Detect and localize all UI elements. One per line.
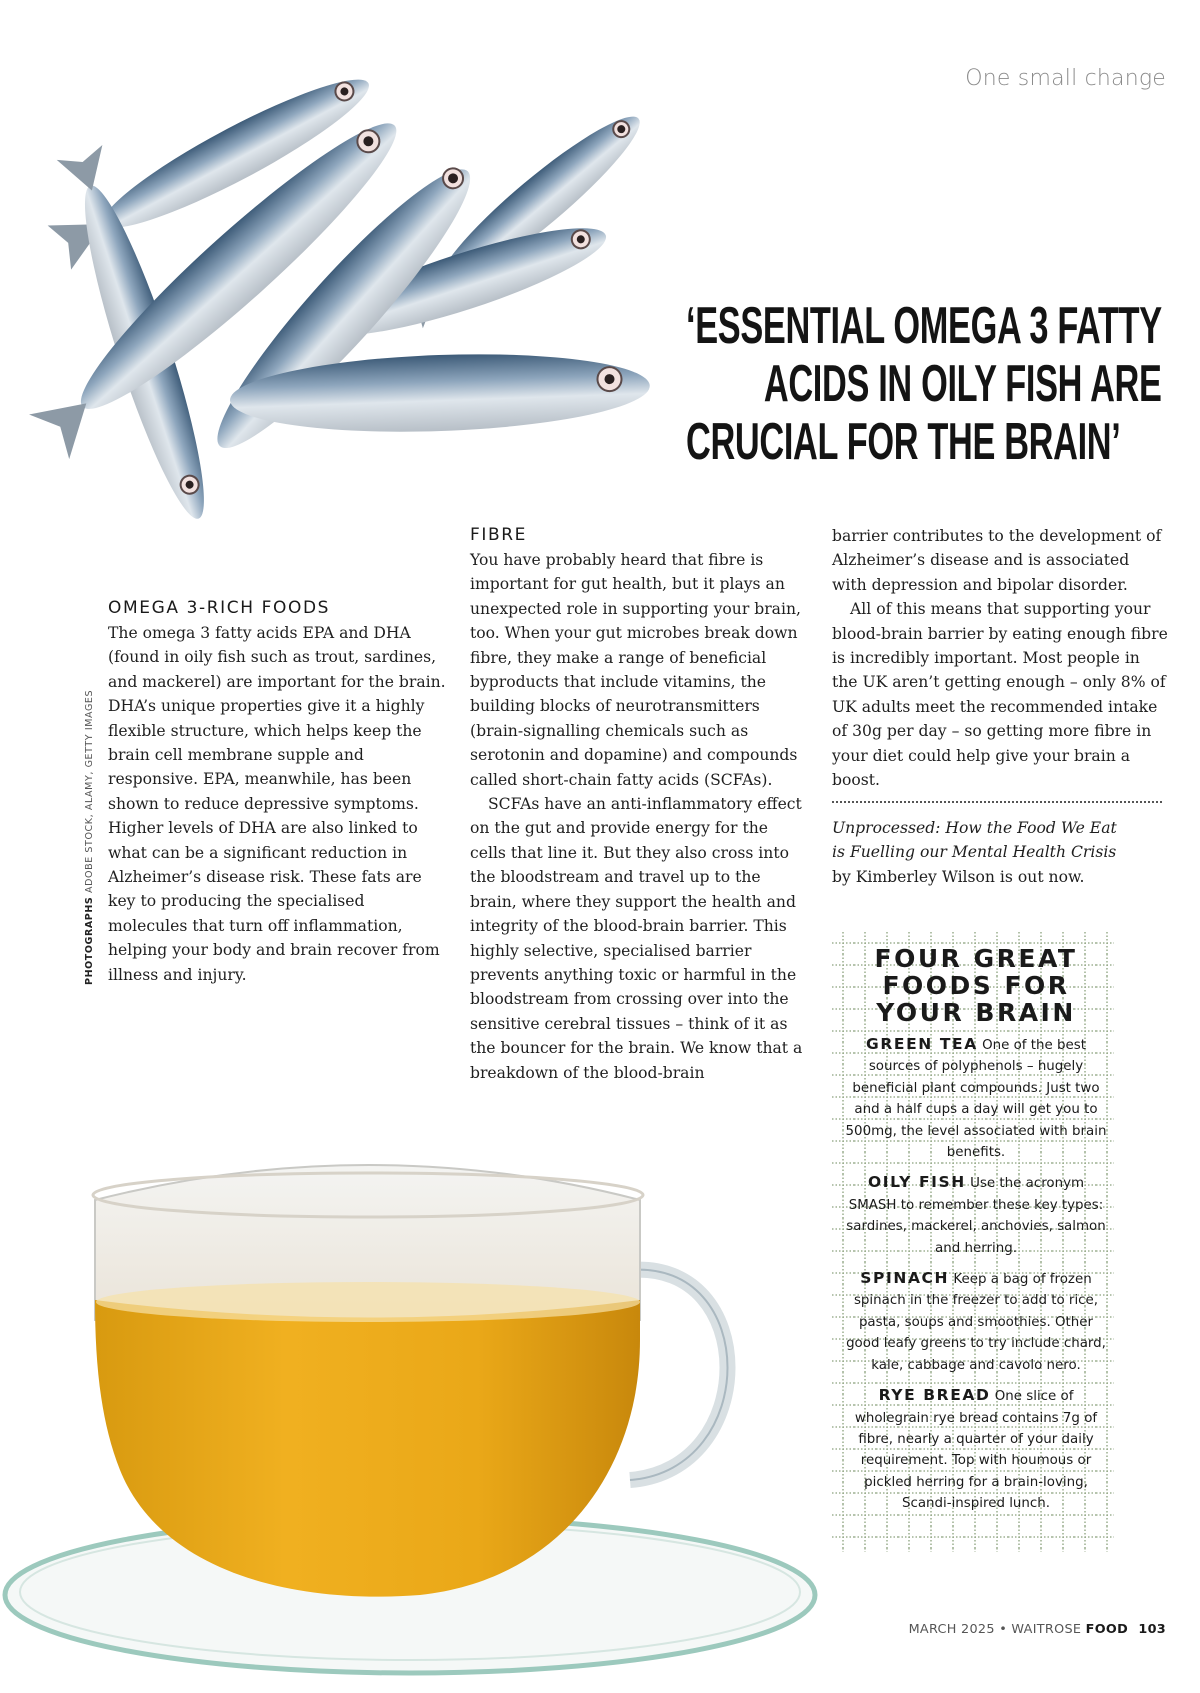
- box-title-line-2: FOODS FOR: [882, 971, 1070, 1000]
- food-name: RYE BREAD: [878, 1386, 991, 1405]
- food-name: GREEN TEA: [866, 1035, 978, 1053]
- box-title: [845, 945, 1107, 1026]
- four-foods-box: [845, 945, 1107, 1524]
- right-paragraph-1: barrier contributes to the development of Alzheimer’s disease and is associated with depression and bipolar disorder.: [832, 527, 1162, 594]
- pull-quote: [686, 297, 1162, 471]
- box-title-line-1: FOUR GREAT: [874, 944, 1078, 973]
- page-number: 103: [1138, 1622, 1166, 1637]
- food-name: SPINACH: [860, 1269, 950, 1288]
- book-note: [832, 816, 1168, 889]
- fibre-paragraph-1: You have probably heard that fibre is important for gut health, but it plays an unexpected role in supporting your brain, too. When your gut microbes break down fibre, they make a range of beneficial byproducts that include vitamins, the building blocks of neurotransmitters (brain-signalling chemicals such as serotonin and dopamine) and compounds called short-chain fatty acids (SCFAs).: [470, 551, 801, 789]
- issue-date: MARCH 2025: [908, 1622, 995, 1637]
- food-item-green-tea: [845, 1034, 1107, 1163]
- book-title-line-2: is Fuelling our Mental Health Crisis: [832, 843, 1117, 862]
- box-title-line-3: YOUR BRAIN: [876, 998, 1076, 1027]
- food-name: OILY FISH: [867, 1173, 966, 1192]
- dotted-divider: [832, 801, 1162, 803]
- food-item-rye-bread: [845, 1385, 1107, 1514]
- omega-heading: OMEGA 3-RICH FOODS: [108, 598, 331, 618]
- page-footer: [900, 1622, 1166, 1637]
- fibre-heading: FIBRE: [470, 525, 528, 545]
- food-item-spinach: [845, 1268, 1107, 1376]
- food-item-oily-fish: [845, 1172, 1107, 1259]
- omega-section: [108, 597, 448, 987]
- pull-quote-line-3: CRUCIAL FOR THE BRAIN’: [686, 413, 1121, 471]
- food-text: One slice of wholegrain rye bread contains 7g of fibre, nearly a quarter of your daily requirement. Top with houmous or pickled herring for a brain-loving, Scandi-inspired lunch.: [854, 1389, 1098, 1512]
- book-byline: by Kimberley Wilson is out now.: [832, 867, 1085, 886]
- fish-group: [26, 60, 654, 526]
- magazine-name: WAITROSE: [1011, 1622, 1082, 1637]
- photo-credit-label: PHOTOGRAPHS: [84, 896, 95, 985]
- running-head: One small change: [965, 66, 1166, 91]
- photo-credit: [84, 685, 95, 985]
- omega-paragraph: The omega 3 fatty acids EPA and DHA (found in oily fish such as trout, sardines, and mackerel) are important for the brain. DHA’s unique properties give it a highly flexible structure, which helps keep the brain cell membrane supple and responsive. EPA, meanwhile, has been shown to reduce depressive symptoms. Higher levels of DHA are also linked to what can be a significant reduction in Alzheimer’s disease risk. These fats are key to producing the specialised molecules that turn off inflammation, helping your body and brain recover from illness and injury.: [108, 624, 446, 984]
- food-text: Use the acronym SMASH to remember these key types: sardines, mackerel, anchovies, salmon and herring.: [846, 1176, 1106, 1256]
- fibre-section: [470, 524, 806, 1085]
- pull-quote-line-1: ‘ESSENTIAL OMEGA 3 FATTY: [686, 297, 1162, 355]
- right-column: [832, 524, 1168, 792]
- sardines-photo: [0, 40, 700, 560]
- green-tea-cup-photo: [0, 1140, 840, 1690]
- pull-quote-line-2: ACIDS IN OILY FISH ARE: [763, 355, 1162, 413]
- footer-separator: •: [999, 1622, 1008, 1637]
- magazine-brand: FOOD: [1085, 1622, 1128, 1637]
- photo-credit-sources: ADOBE STOCK, ALAMY, GETTY IMAGES: [84, 689, 95, 893]
- food-text: One of the best sources of polyphenols – hugely beneficial plant compounds. Just two and a half cups a day will get you to 500mg, the level associated with brain benefits.: [845, 1038, 1107, 1161]
- fibre-paragraph-2: SCFAs have an anti-inflammatory effect on the gut and provide energy for the cells that line it. But they also cross into the bloodstream and travel up to the brain, where they support the health and integrity of the blood-brain barrier. This highly selective, specialised barrier prevents anything toxic or harmful in the bloodstream from crossing over into the sensitive cerebral tissues – think of it as the bouncer for the brain. We know that a breakdown of the blood-brain: [470, 795, 803, 1082]
- right-paragraph-2: All of this means that supporting your blood-brain barrier by eating enough fibre is incredibly important. Most people in the UK aren’t getting enough – only 8% of UK adults meet the recommended intake of 30g per day – so getting more fibre in your diet could help give your brain a boost.: [832, 600, 1168, 790]
- food-text: Keep a bag of frozen spinach in the freezer to add to rice, pasta, soups and smoothies. Other good leafy greens to try include chard, kale, cabbage and cavolo nero.: [846, 1272, 1106, 1373]
- book-title-line-1: Unprocessed: How the Food We Eat: [832, 819, 1117, 837]
